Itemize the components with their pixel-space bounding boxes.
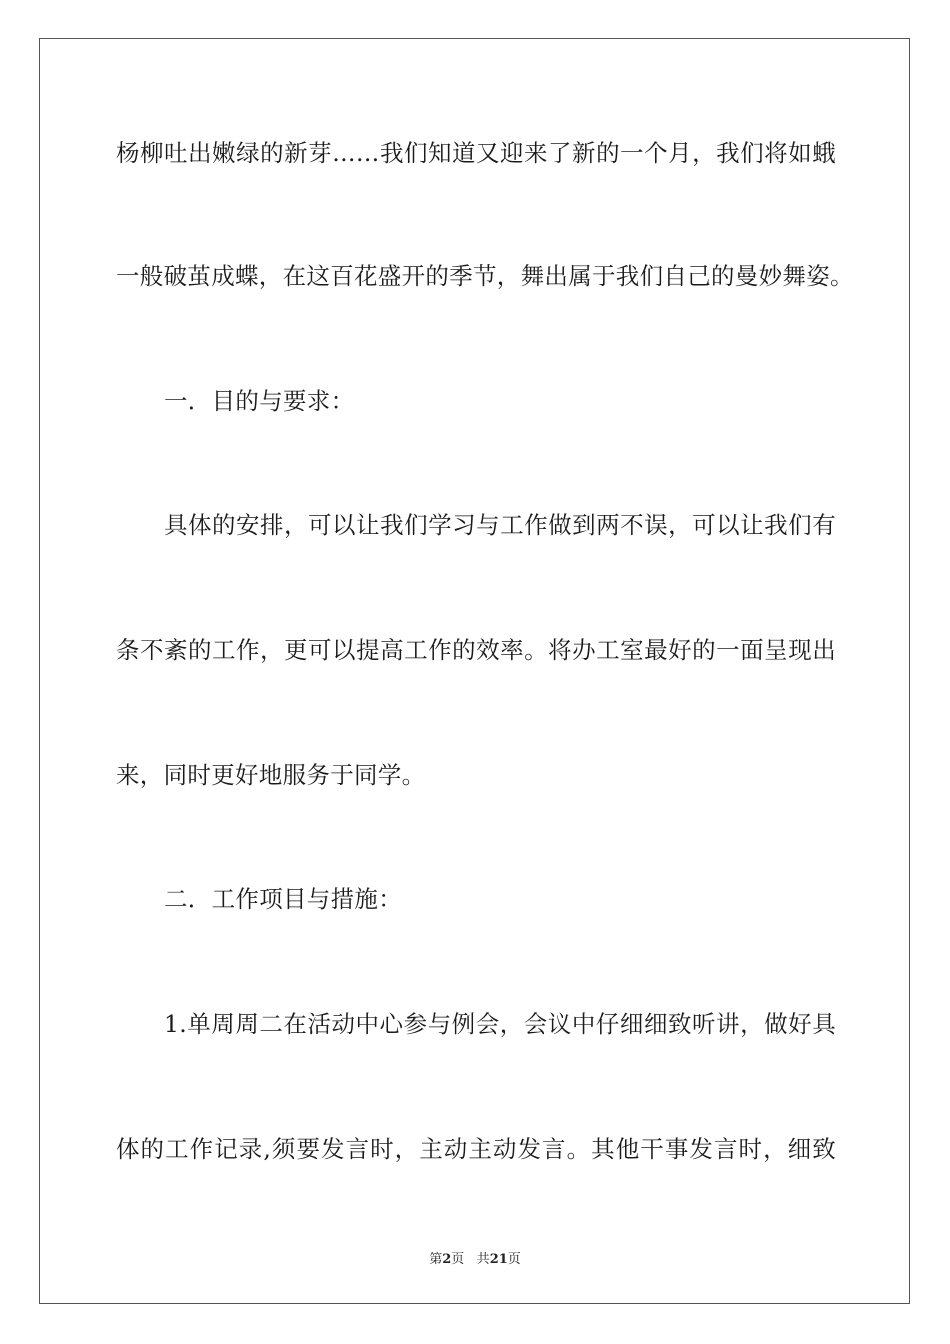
footer-total-suffix: 页 — [507, 1252, 521, 1267]
page-border — [39, 38, 910, 1304]
body-line-5: 来，同时更好地服务于同学。 — [116, 761, 426, 789]
body-line-3: 具体的安排，可以让我们学习与工作做到两不误，可以让我们有 — [164, 511, 836, 539]
footer-page-total: 21 — [489, 1252, 508, 1267]
body-line-6: 1.单周周二在活动中心参与例会，会议中仔细细致听讲，做好具 — [164, 1010, 836, 1038]
footer-page-prefix: 第 — [429, 1252, 443, 1267]
body-line-4: 条不紊的工作，更可以提高工作的效率。将办工室最好的一面呈现出 — [116, 636, 836, 664]
page-footer — [0, 1248, 950, 1267]
body-line-2: 一般破茧成蝶，在这百花盛开的季节，舞出属于我们自己的曼妙舞姿。 — [116, 262, 854, 290]
body-line-1: 杨柳吐出嫩绿的新芽……我们知道又迎来了新的一个月，我们将如蛾 — [116, 139, 836, 167]
footer-page-suffix: 页 — [451, 1252, 465, 1267]
section-heading-2: 二．工作项目与措施： — [164, 885, 402, 913]
body-line-7: 体的工作记录,须要发言时，主动主动发言。其他干事发言时，细致 — [116, 1135, 836, 1163]
footer-page-current: 2 — [442, 1252, 452, 1267]
footer-total-prefix: 共 — [476, 1252, 490, 1267]
section-heading-1: 一．目的与要求： — [164, 387, 355, 415]
